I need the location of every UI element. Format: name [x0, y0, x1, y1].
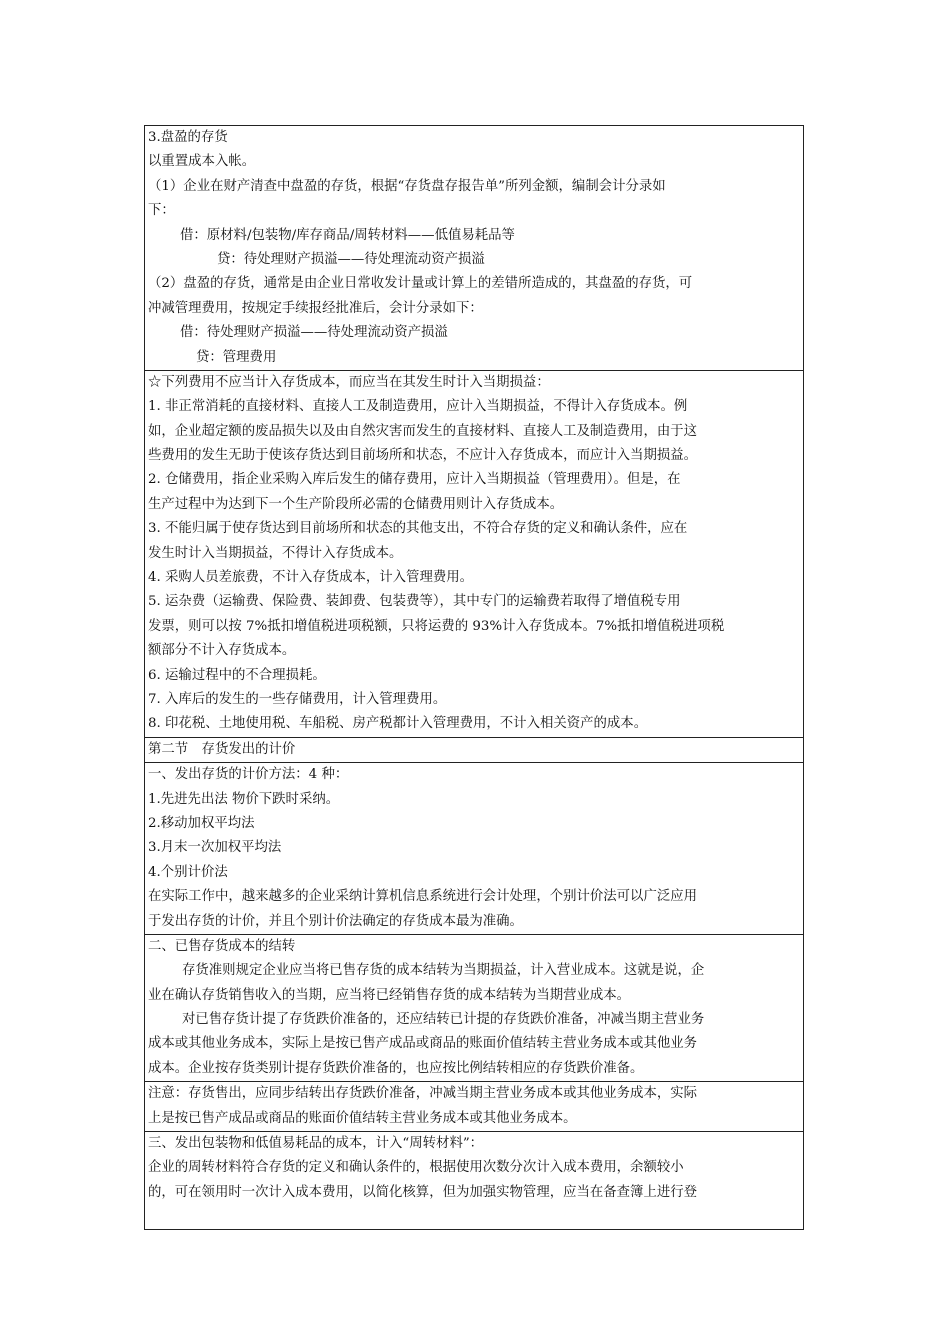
- text-line: 业在确认存货销售收入的当期，应当将已经销售存货的成本结转为当期营业成本。: [148, 987, 631, 1003]
- text-line: 冲减管理费用，按规定手续报经批准后，会计分录如下：: [148, 300, 483, 316]
- cell-cost-transfer: [145, 935, 803, 1082]
- text-line: 额部分不计入存货成本。: [148, 643, 296, 659]
- text-line: 6. 运输过程中的不合理损耗。: [148, 667, 326, 683]
- text-line: 4. 采购人员差旅费，不计入存货成本，计入管理费用。: [148, 570, 474, 586]
- text-line: 些费用的发生无助于使该存货达到目前场所和状态，不应计入存货成本，而应计入当期损益。: [148, 448, 698, 464]
- credit-entry: 贷：待处理财产损溢——待处理流动资产损溢: [217, 251, 485, 267]
- cell-packaging-cost: [145, 1132, 803, 1205]
- debit-entry: 借：待处理财产损溢——待处理流动资产损溢: [180, 325, 448, 341]
- section-heading: 3.盘盈的存货: [148, 130, 228, 145]
- text-line: 对已售存货计提了存货跌价准备的，还应结转已计提的存货跌价准备，冲减当期主营业务: [182, 1012, 705, 1028]
- cell-valuation-methods: [145, 763, 803, 935]
- list-item: 4.个别计价法: [148, 864, 228, 880]
- section-heading: 一、发出存货的计价方法：4 种：: [148, 767, 349, 783]
- text-line: 在实际工作中，越来越多的企业采纳计算机信息系统进行会计处理，个别计价法可以广泛应用: [148, 889, 698, 905]
- cell-inventory-surplus: [145, 126, 803, 371]
- text-line: 8. 印花税、土地使用税、车船税、房产税都计入管理费用，不计入相关资产的成本。: [148, 716, 648, 732]
- text-line: 5. 运杂费（运输费、保险费、装卸费、包装费等），其中专门的运输费若取得了增值税专用: [148, 594, 681, 610]
- text-line: 1. 非正常消耗的直接材料、直接人工及制造费用，应计入当期损益，不得计入存货成本。例: [148, 399, 688, 415]
- text-line: 生产过程中为达到下一个生产阶段所必需的仓储费用则计入存货成本。: [148, 496, 564, 512]
- cell-expense-items: [145, 371, 803, 738]
- text-line: 注意：存货售出，应同步结转出存货跌价准备，冲减当期主营业务成本或其他业务成本，实际: [148, 1086, 698, 1102]
- section-title: 第二节 存货发出的计价: [148, 741, 296, 757]
- text-line: 下：: [148, 203, 175, 219]
- text-line: 的，可在领用时一次计入成本费用，以简化核算，但为加强实物管理，应当在备查簿上进行登: [148, 1184, 698, 1200]
- text-line: 于发出存货的计价，并且个别计价法确定的存货成本最为准确。: [148, 913, 523, 929]
- section-heading: ☆下列费用不应当计入存货成本，而应当在其发生时计入当期损益：: [148, 374, 550, 390]
- text-line: 企业的周转材料符合存货的定义和确认条件的，根据使用次数分次计入成本费用，余额较小: [148, 1160, 684, 1176]
- text-line: （1）企业在财产清查中盘盈的存货，根据“存货盘存报告单”所列金额，编制会计分录如: [148, 178, 666, 194]
- section-heading: 三、发出包装物和低值易耗品的成本，计入“周转材料”：: [148, 1136, 484, 1152]
- text-line: 2. 仓储费用，指企业采购入库后发生的储存费用，应计入当期损益（管理费用）。但是，在: [148, 472, 681, 488]
- credit-entry: 贷：管理费用: [196, 349, 277, 365]
- text-line: 以重置成本入帐。: [148, 154, 256, 170]
- text-line: 7. 入库后的发生的一些存储费用，计入管理费用。: [148, 691, 447, 707]
- text-line: 成本或其他业务成本，实际上是按已售产成品或商品的账面价值结转主营业务成本或其他业务: [148, 1036, 698, 1052]
- text-line: 存货准则规定企业应当将已售存货的成本结转为当期损益，计入营业成本。这就是说，企: [182, 963, 705, 979]
- list-item: 3.月末一次加权平均法: [148, 840, 282, 856]
- text-line: 成本。企业按存货类别计提存货跌价准备的，也应按比例结转相应的存货跌价准备。: [148, 1060, 644, 1076]
- text-line: （2）盘盈的存货，通常是由企业日常收发计量或计算上的差错所造成的，其盘盈的存货，可: [148, 276, 693, 292]
- list-item: 1.先进先出法 物价下跌时采纳。: [148, 791, 340, 807]
- list-item: 2.移动加权平均法: [148, 815, 255, 831]
- text-line: 发票，则可以按 7%抵扣增值税进项税额，只将运费的 93%计入存货成本。7%抵扣增值税进项税: [148, 618, 725, 634]
- debit-entry: 借：原材料/包装物/库存商品/周转材料——低值易耗品等: [180, 227, 515, 243]
- cell-note: [145, 1082, 803, 1132]
- text-line: 发生时计入当期损益，不得计入存货成本。: [148, 545, 403, 561]
- text-line: 如，企业超定额的废品损失以及由自然灾害而发生的直接材料、直接人工及制造费用，由于这: [148, 423, 698, 439]
- text-line: 上是按已售产成品或商品的账面价值结转主营业务成本或其他业务成本。: [148, 1110, 577, 1126]
- document-table: [144, 125, 804, 1230]
- section-heading: 二、已售存货成本的结转: [148, 938, 296, 954]
- cell-section-title: [145, 738, 803, 763]
- text-line: 3. 不能归属于使存货达到目前场所和状态的其他支出，不符合存货的定义和确认条件，应在: [148, 521, 688, 537]
